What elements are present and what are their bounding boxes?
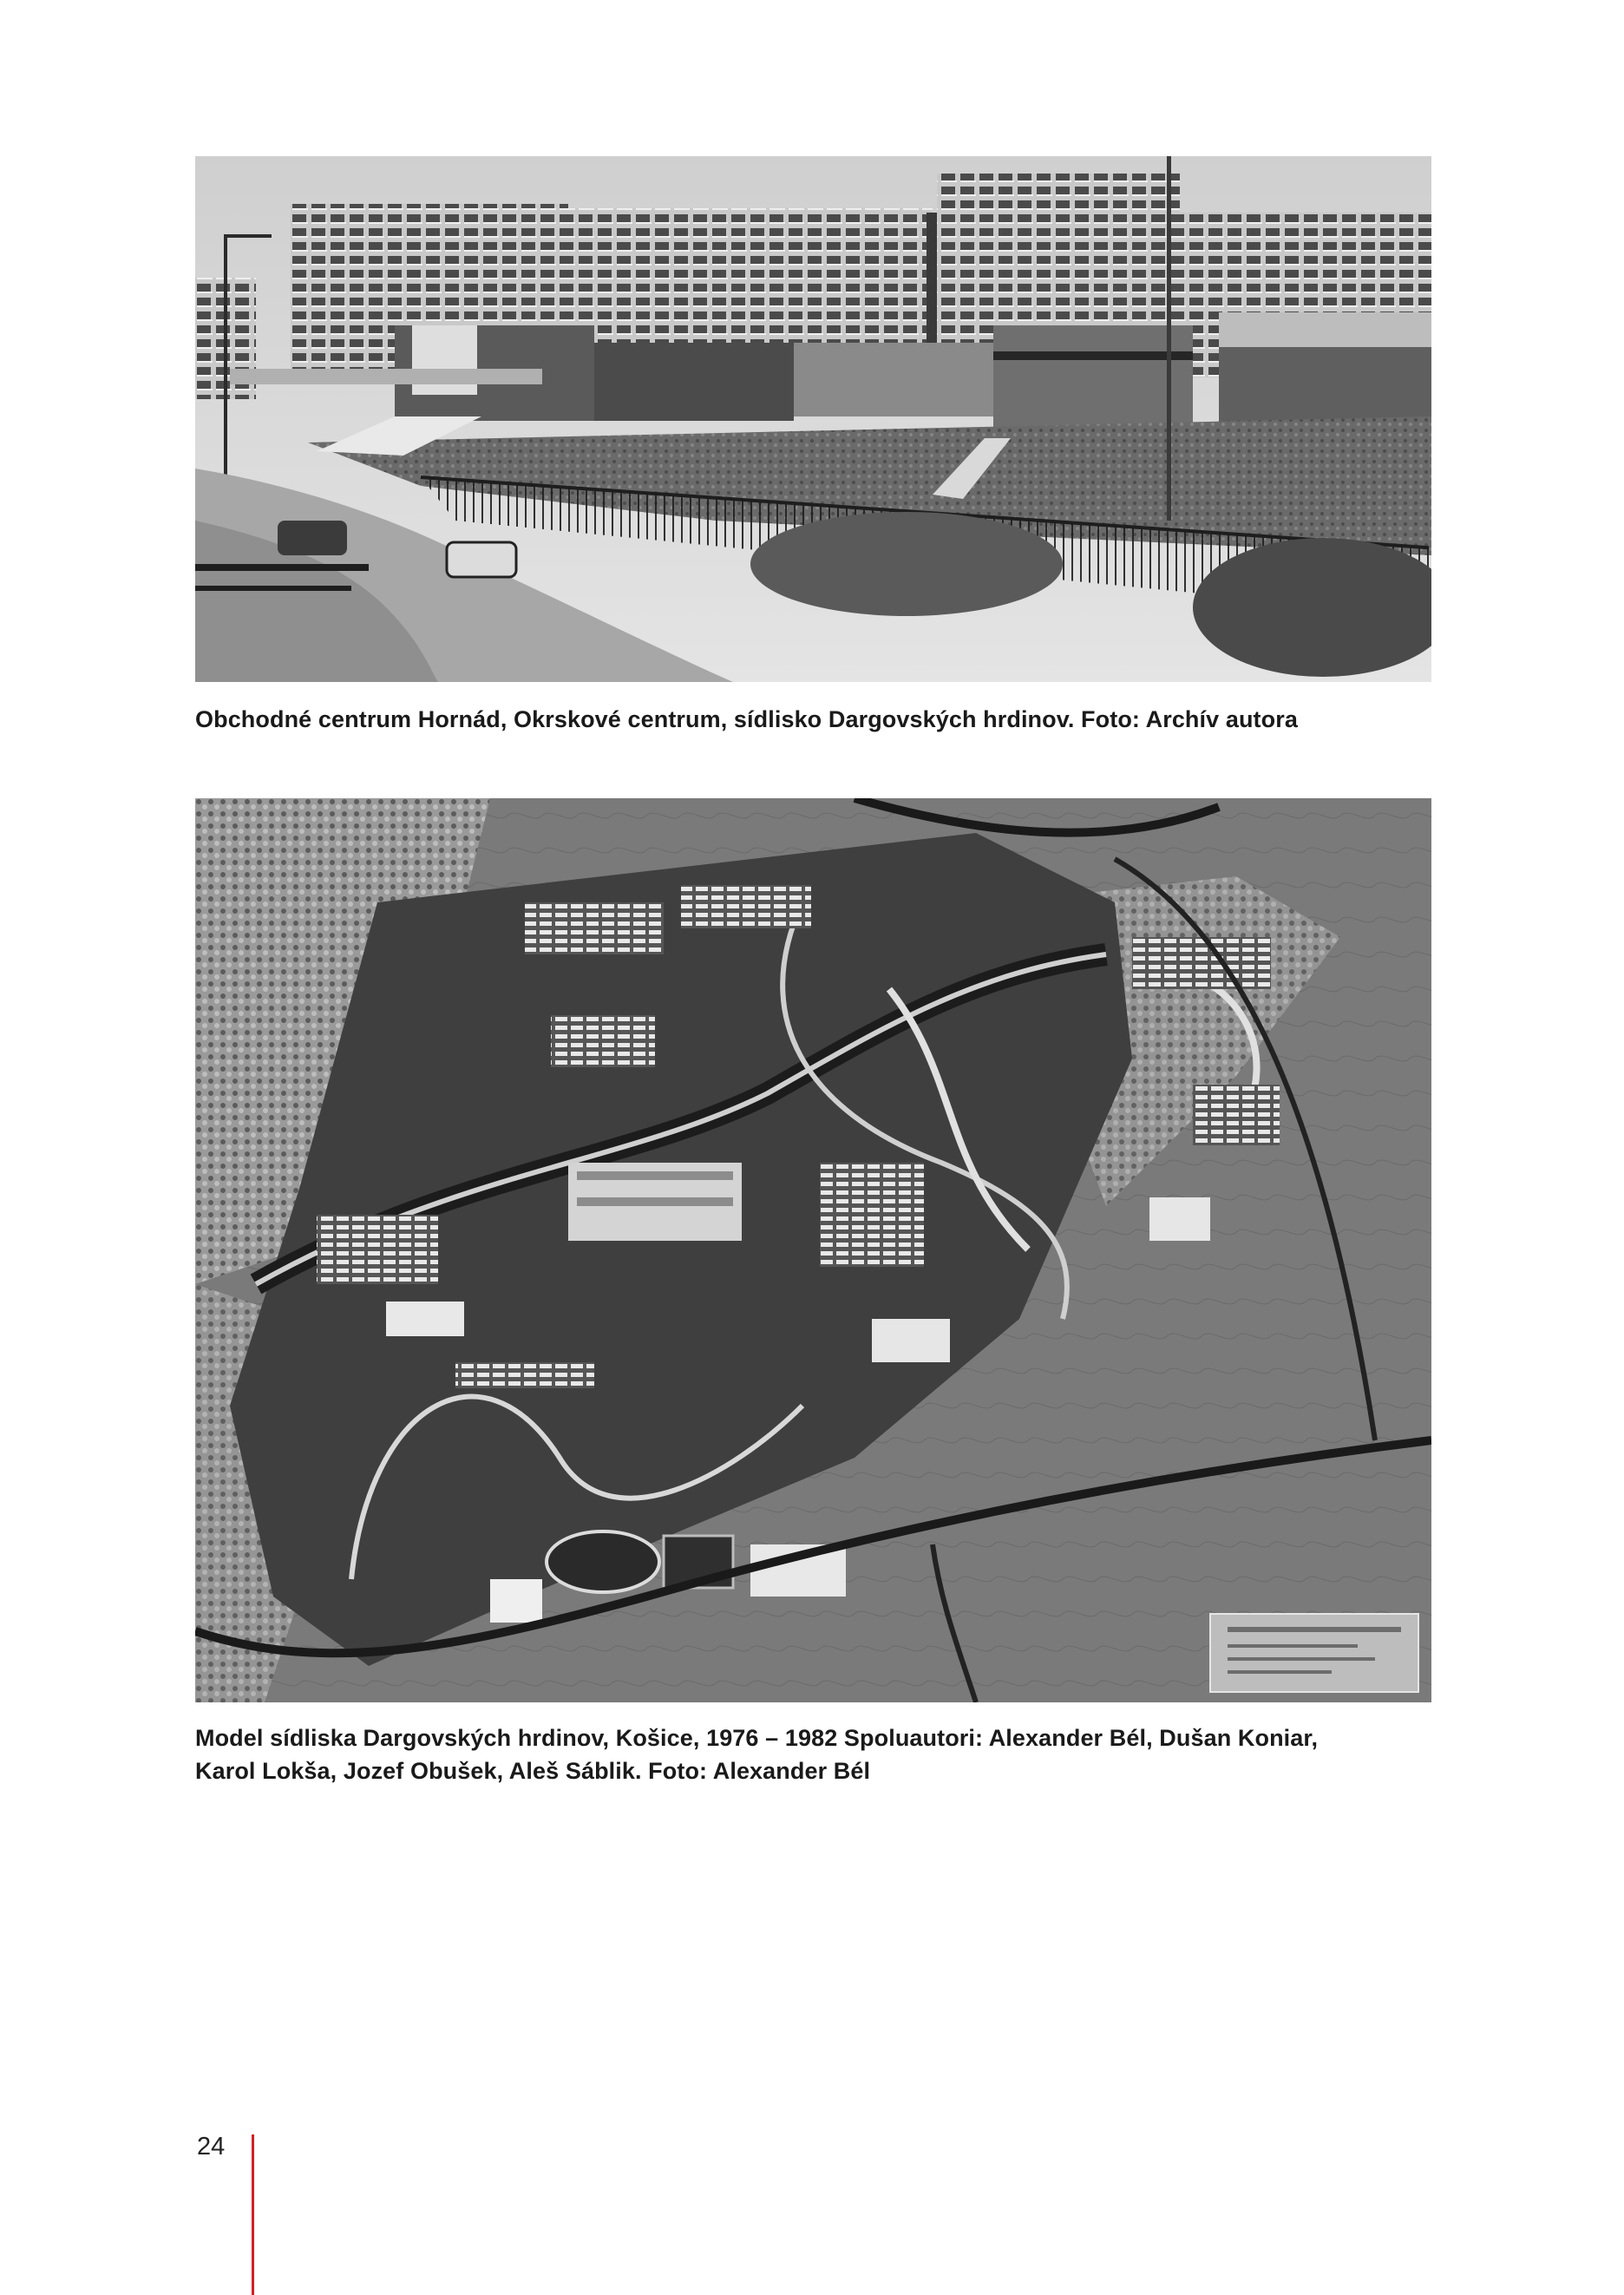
page-accent-rule — [252, 2134, 254, 2295]
photo-housing-estate-model — [195, 798, 1431, 1702]
figure-caption: Obchodné centrum Hornád, Okrskové centrum, sídlisko Dargovských hrdinov. Foto: Archív autora — [195, 706, 1298, 732]
figure-caption-line: Model sídliska Dargovských hrdinov, Košice, 1976 – 1982 Spoluautori: Alexander Bél, Dušan Koniar, — [195, 1725, 1319, 1751]
photo-shopping-centre-image — [195, 156, 1431, 682]
figure-caption — [195, 1721, 1444, 1787]
photo-housing-estate-model-image — [195, 798, 1431, 1702]
page-number: 24 — [197, 2133, 226, 2161]
photo-shopping-centre — [195, 156, 1431, 682]
figure-caption-line: Karol Lokša, Jozef Obušek, Aleš Sáblik. Foto: Alexander Bél — [195, 1758, 871, 1784]
